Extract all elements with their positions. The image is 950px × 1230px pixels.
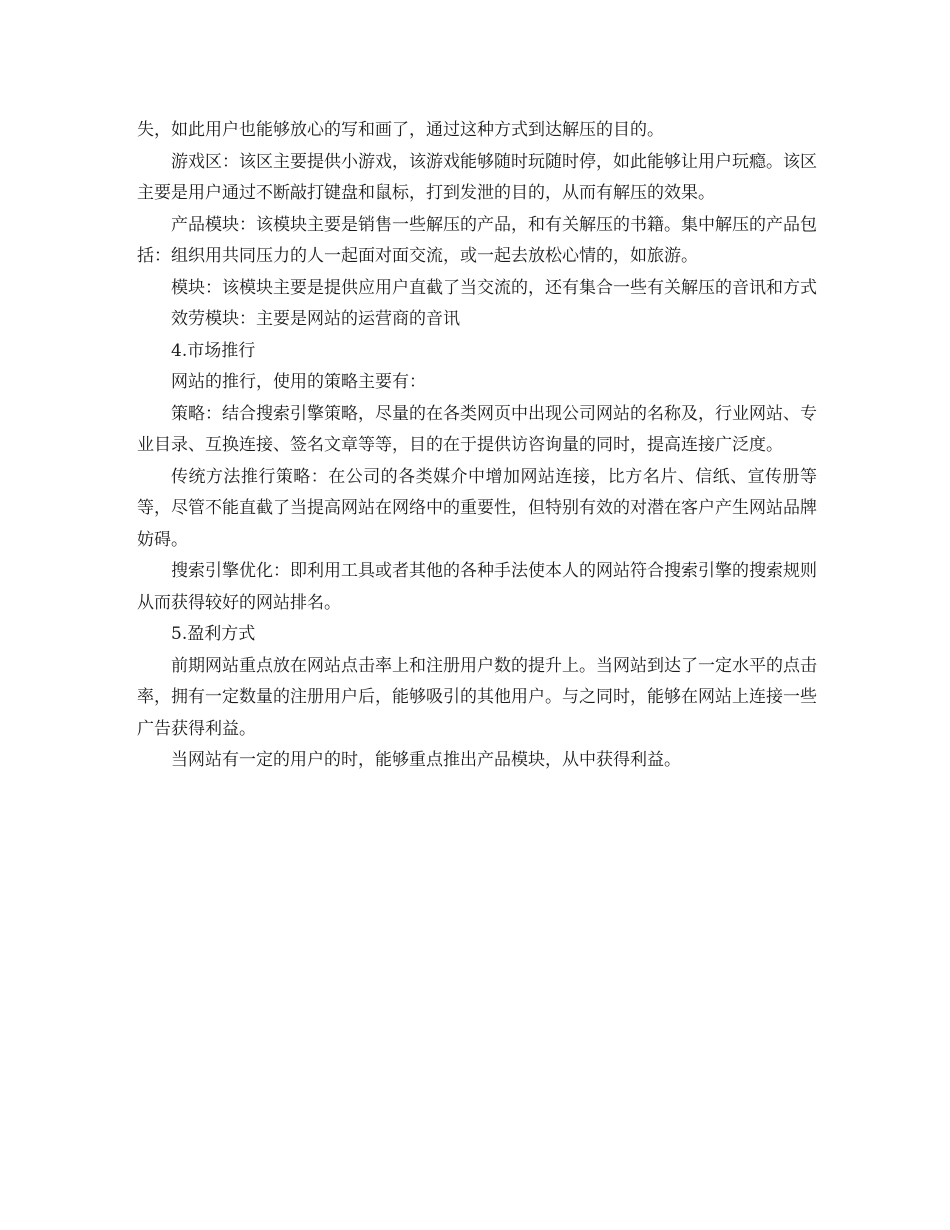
section-heading: 5.盈利方式	[171, 624, 256, 644]
paragraph: 前期网站重点放在网站点击率上和注册用户数的提升上。当网站到达了一定水平的点击率，拥有一定数量的注册用户后，能够吸引的其他用户。与之同时，能够在网站上连接一些广告获得利益。	[137, 655, 817, 739]
paragraph: 当网站有一定的用户的时，能够重点推出产品模块，从中获得利益。	[171, 750, 681, 770]
paragraph: 搜索引擎优化：即利用工具或者其他的各种手法使本人的网站符合搜索引擎的搜索规则从而获得较好的网站排名。	[137, 561, 817, 613]
paragraph: 传统方法推行策略：在公司的各类媒介中增加网站连接，比方名片、信纸、宣传册等等，尽管不能直截了当提高网站在网络中的重要性，但特别有效的对潜在客户产生网站品牌妨碍。	[137, 466, 817, 550]
document-body	[137, 115, 817, 777]
section-heading: 4.市场推行	[171, 340, 256, 361]
paragraph: 游戏区：该区主要提供小游戏，该游戏能够随时玩随时停，如此能够让用户玩瘾。该区主要是用户通过不断敲打键盘和鼠标，打到发泄的目的，从而有解压的效果。	[137, 151, 817, 203]
paragraph: 网站的推行，使用的策略主要有：	[171, 372, 426, 392]
paragraph: 策略：结合搜索引擎策略，尽量的在各类网页中出现公司网站的名称及，行业网站、专业目录、互换连接、签名文章等等，目的在于提供访咨询量的同时，提高连接广泛度。	[137, 403, 817, 455]
paragraph: 模块：该模块主要是提供应用户直截了当交流的，还有集合一些有关解压的音讯和方式	[171, 277, 817, 298]
paragraph: 产品模块：该模块主要是销售一些解压的产品，和有关解压的书籍。集中解压的产品包括：组织用共同压力的人一起面对面交流，或一起去放松心情的，如旅游。	[137, 214, 817, 266]
paragraph: 失，如此用户也能够放心的写和画了，通过这种方式到达解压的目的。	[137, 120, 664, 140]
paragraph: 效劳模块：主要是网站的运营商的音讯	[171, 309, 460, 329]
